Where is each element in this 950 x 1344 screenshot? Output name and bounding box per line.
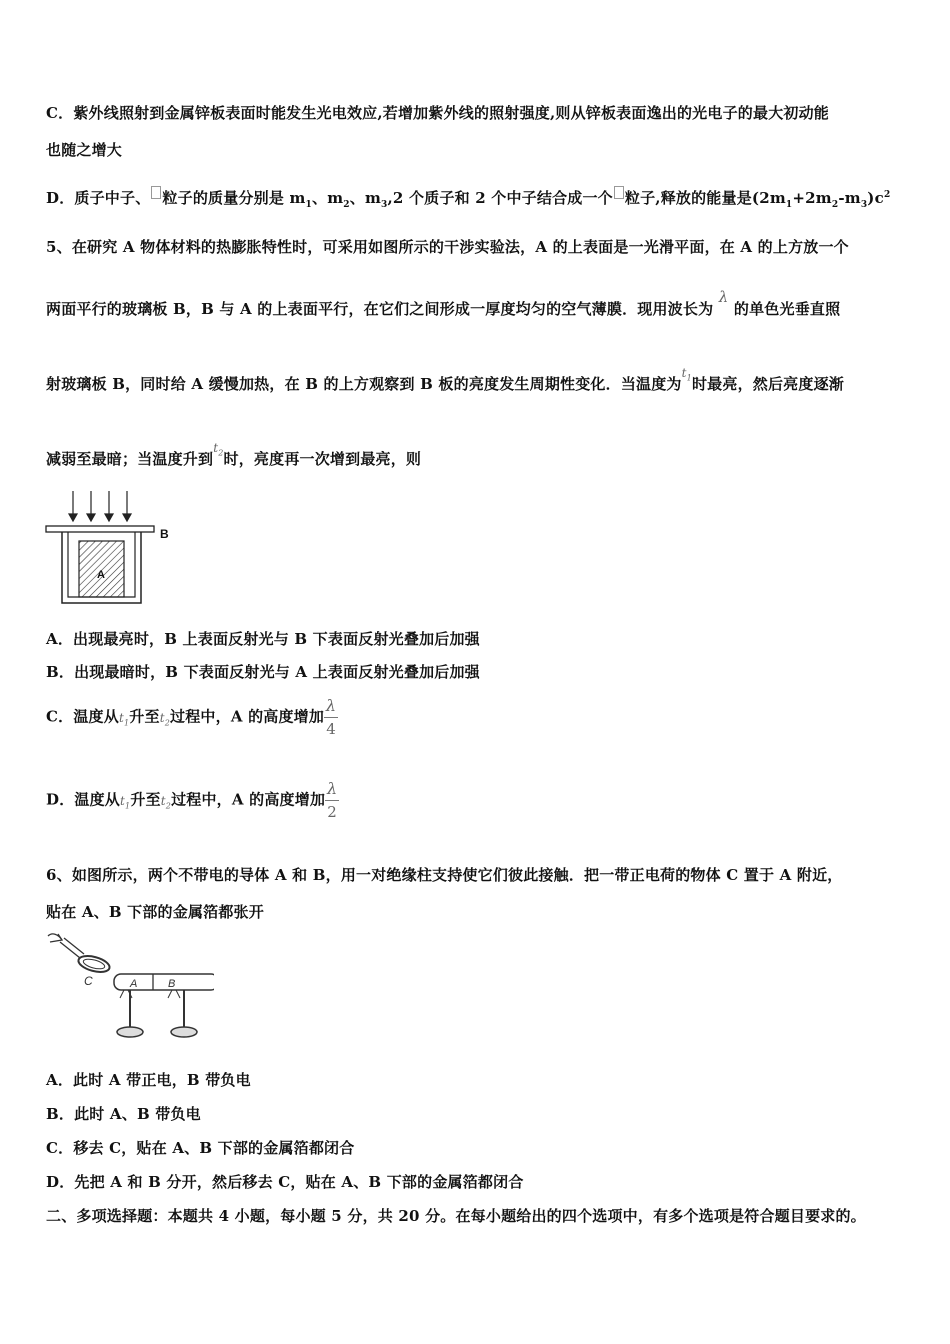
q6-option-b: B．此时 A、B 带负电 <box>46 1105 201 1123</box>
t1-symbol <box>120 794 130 808</box>
t-letter: t <box>118 710 124 725</box>
t-letter: t <box>160 793 166 808</box>
label-a: A <box>97 569 105 581</box>
label-b: B <box>160 527 169 541</box>
q4-option-d-text-h: -m <box>838 189 861 207</box>
q4-option-c-line1: C．紫外线照射到金属锌板表面时能发生光电效应,若增加紫外线的照射强度,则从锌板表面逸出的光电子的最大初动能 <box>46 104 829 122</box>
frac-num: λ <box>326 779 338 798</box>
label-c: C <box>84 974 93 988</box>
glass-plate-b <box>46 526 154 532</box>
lambda-symbol: λ <box>718 288 729 306</box>
alpha-placeholder-icon <box>614 186 624 199</box>
t-subscript: 1 <box>125 800 131 810</box>
q5-stem-line2 <box>46 288 841 319</box>
q5-line2-text-a: 两面平行的玻璃板 B，B 与 A 的上表面平行，在它们之间形成一厚度均匀的空气薄膜．现用波长为 <box>46 300 714 318</box>
q4-sup: 2 <box>883 190 891 200</box>
t2-symbol <box>161 794 171 808</box>
t1-symbol <box>119 711 129 725</box>
q4-sub3: 3 <box>381 200 388 210</box>
q4-option-d-text-c: 、m <box>312 189 344 207</box>
t-subscript: 2 <box>164 717 171 727</box>
t-subscript: 1 <box>123 717 130 727</box>
q6-stem-line2: 贴在 A、B 下部的金属箔都张开 <box>46 903 264 921</box>
q5-stem-line3 <box>46 366 844 394</box>
q5-line4-text-a: 减弱至最暗；当温度升到 <box>46 450 214 468</box>
q4-sub4: 1 <box>785 200 793 210</box>
q5-stem-line1: 5、在研究 A 物体材料的热膨胀特性时，可采用如图所示的干涉实验法，A 的上表面是一光滑平面，在 A 的上方放一个 <box>46 238 849 256</box>
t-letter: t <box>681 366 687 380</box>
t-letter: t <box>120 793 126 808</box>
frac-num: λ <box>325 696 337 715</box>
q6-stem-line1: 6、如图所示，两个不带电的导体 A 和 B，用一对绝缘柱支持使它们彼此接触．把一带正电荷的物体 C 置于 A 附近， <box>46 866 843 884</box>
t2-symbol <box>160 711 170 725</box>
q5-option-b: B．出现最暗时，B 下表面反射光与 A 上表面反射光叠加后加强 <box>46 663 480 681</box>
q4-option-d <box>46 186 890 210</box>
t-letter: t <box>159 710 165 725</box>
conductors-ab <box>114 974 214 990</box>
q5-option-d-text-b: 升至 <box>130 790 161 809</box>
q5-stem-line4 <box>46 441 422 469</box>
q5-interference-figure <box>44 486 184 608</box>
q5-line3-text-a: 射玻璃板 B，同时给 A 缓慢加热，在 B 的上方观察到 B 板的亮度发生周期性变化．当温度为 <box>46 375 682 393</box>
q4-sub6: 3 <box>860 200 868 210</box>
q5-line2-text-b: 的单色光垂直照 <box>733 300 841 318</box>
q5-option-c-text-c: 过程中，A 的高度增加 <box>170 707 325 726</box>
q4-option-d-text-g: +2m <box>792 189 832 207</box>
frac-den: 2 <box>327 803 338 821</box>
q4-sub1: 1 <box>305 200 312 210</box>
stand-base-b <box>171 1027 197 1037</box>
label-a: A <box>130 978 138 990</box>
t1-symbol <box>681 366 692 383</box>
q4-option-d-text-i: )c <box>867 189 884 207</box>
q4-sub2: 2 <box>343 200 350 210</box>
q6-option-c: C．移去 C，贴在 A、B 下部的金属箔都闭合 <box>46 1139 355 1157</box>
stand-base-a <box>117 1027 143 1037</box>
q5-option-a: A．出现最亮时，B 上表面反射光与 B 下表面反射光叠加后加强 <box>46 630 480 648</box>
q4-option-d-text-a: D．质子中子、 <box>46 189 151 207</box>
q5-option-d <box>46 780 339 821</box>
label-b: B <box>168 978 176 990</box>
q5-line4-text-b: 时，亮度再一次增到最亮，则 <box>223 450 422 468</box>
t2-symbol <box>213 441 224 458</box>
q6-option-a: A．此时 A 带正电，B 带负电 <box>46 1071 251 1089</box>
q6-option-d: D．先把 A 和 B 分开，然后移去 C，贴在 A、B 下部的金属箔都闭合 <box>46 1173 524 1191</box>
q4-option-c-line2: 也随之增大 <box>46 141 123 159</box>
frac-den: 4 <box>326 720 336 738</box>
alpha-placeholder-icon <box>151 186 161 199</box>
q4-sub5: 2 <box>831 200 839 210</box>
t-subscript: 2 <box>165 800 172 810</box>
t-subscript: 2 <box>218 448 224 458</box>
q5-line3-text-b: 时最亮，然后亮度逐渐 <box>691 375 844 393</box>
q4-option-d-text-d: 、m <box>349 189 382 207</box>
fraction-lambda-over-4 <box>324 697 338 738</box>
section2-heading: 二、多项选择题：本题共 4 小题，每小题 5 分，共 20 分。在每小题给出的四个选项中，有多个选项是符合题目要求的。 <box>46 1207 866 1225</box>
q5-option-c-text-a: C．温度从 <box>46 707 119 726</box>
t-letter: t <box>213 441 219 455</box>
t-subscript: 1 <box>686 373 692 383</box>
fraction-lambda-over-2 <box>325 780 339 821</box>
q6-conductors-figure <box>44 930 214 1046</box>
q5-option-c <box>46 697 338 738</box>
q5-option-d-text-a: D．温度从 <box>46 790 121 809</box>
q4-option-d-text-b: 粒子的质量分别是 m <box>162 189 306 207</box>
q5-option-c-text-b: 升至 <box>129 707 160 726</box>
q4-option-d-text-f: 粒子,释放的能量是(2m <box>624 189 786 207</box>
q4-option-d-text-e: ,2 个质子和 2 个中子结合成一个 <box>387 189 613 207</box>
q5-option-d-text-c: 过程中，A 的高度增加 <box>171 790 326 809</box>
